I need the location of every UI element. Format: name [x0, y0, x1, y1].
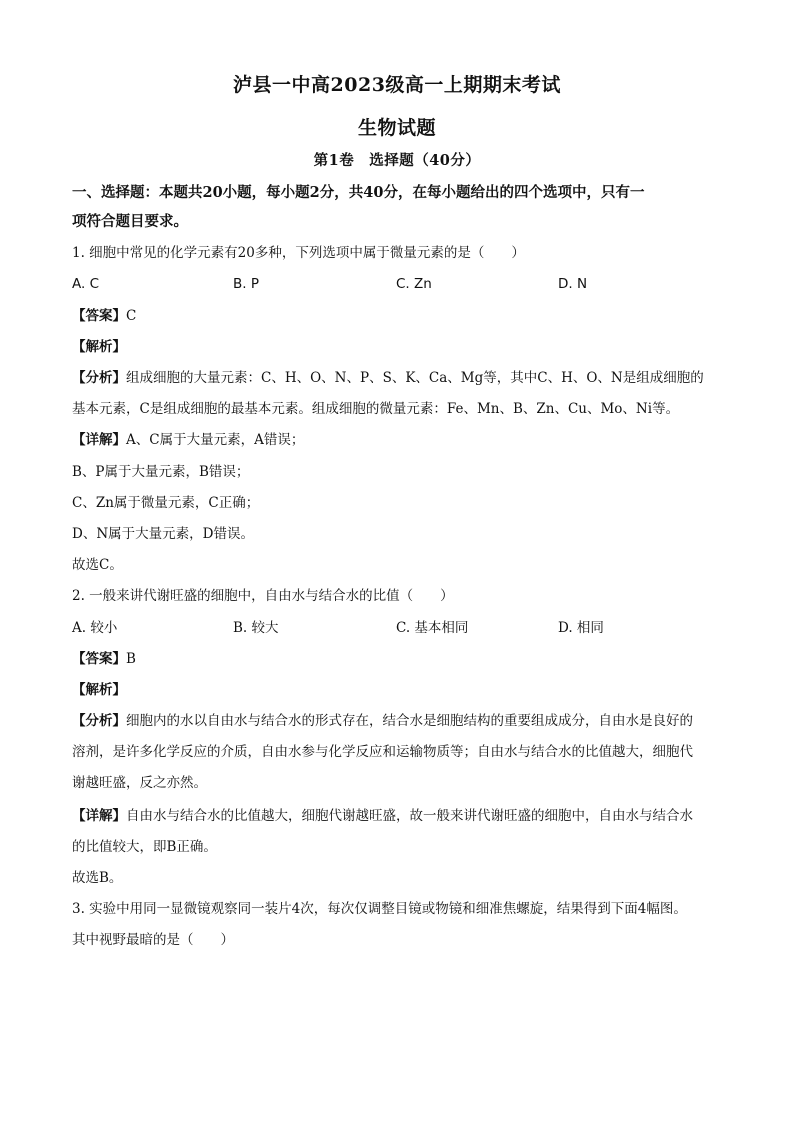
q2-answer: [72, 649, 136, 669]
exam-title: 泸县一中高2023级高一上期期末考试: [233, 74, 561, 96]
q1-option-a: A. C: [72, 276, 100, 292]
q3-stem-line-1: 3. 实验中用同一显微镜观察同一装片4次，每次仅调整目镜或物镜和细准焦螺旋，结果得到下面4幅图。: [72, 901, 687, 917]
q2-fenxi-line-3: 谢越旺盛，反之亦然。: [72, 775, 207, 791]
q1-xiangjie-line-2: B、P属于大量元素，B错误；: [72, 464, 250, 480]
q2-xiangjie-line-2: 的比值较大，即B正确。: [72, 839, 217, 855]
subject-title: 生物试题: [357, 117, 436, 139]
answer-tag: 【答案】: [72, 308, 126, 324]
q2-option-a: A. 较小: [72, 620, 118, 636]
q2-option-d: D. 相同: [558, 620, 604, 636]
q1-analysis-tag: 【解析】: [72, 339, 126, 355]
instructions-line-2: 项符合题目要求。: [72, 213, 188, 230]
q2-fenxi-line-1: [72, 711, 693, 731]
q2-analysis-tag: 【解析】: [72, 682, 126, 698]
q1-fenxi-line-2: 基本元素，C是组成细胞的最基本元素。组成细胞的微量元素：Fe、Mn、B、Zn、Cu、Mo、Ni等。: [72, 401, 680, 417]
q1-fenxi-line-1: [72, 368, 704, 388]
q2-option-b: B. 较大: [233, 620, 279, 636]
q2-fenxi-line-2: 溶剂，是许多化学反应的介质，自由水参与化学反应和运输物质等；自由水与结合水的比值越大，细胞代: [72, 744, 693, 760]
q1-xiangjie-line-1: [72, 430, 304, 450]
q1-xiangjie-line-4: D、N属于大量元素，D错误。: [72, 526, 254, 542]
q1-stem: 1. 细胞中常见的化学元素有20多种，下列选项中属于微量元素的是（ ）: [72, 245, 525, 261]
q1-option-b: B. P: [233, 276, 259, 292]
q1-conclusion: 故选C。: [72, 557, 123, 573]
q1-option-c: C. Zn: [396, 276, 432, 292]
answer-value: B: [126, 651, 136, 667]
fenxi-tag: 【分析】: [72, 370, 126, 386]
xiangjie-text: A、C属于大量元素，A错误；: [126, 432, 305, 448]
q2-xiangjie-line-1: [72, 806, 693, 826]
q1-answer: [72, 306, 136, 326]
xiangjie-text: 自由水与结合水的比值越大，细胞代谢越旺盛，故一般来讲代谢旺盛的细胞中，自由水与结合水: [126, 808, 693, 824]
section-title: 第1卷 选择题（40分）: [313, 152, 481, 169]
fenxi-tag: 【分析】: [72, 713, 126, 729]
fenxi-text: 组成细胞的大量元素：C、H、O、N、P、S、K、Ca、Mg等，其中C、H、O、N是组成细胞的: [126, 370, 704, 386]
q2-conclusion: 故选B。: [72, 870, 123, 886]
xiangjie-tag: 【详解】: [72, 808, 126, 824]
answer-value: C: [126, 308, 137, 324]
q3-stem-line-2: 其中视野最暗的是（ ）: [72, 932, 234, 948]
answer-tag: 【答案】: [72, 651, 126, 667]
xiangjie-tag: 【详解】: [72, 432, 126, 448]
instructions-line-1: 一、选择题：本题共20小题，每小题2分，共40分，在每小题给出的四个选项中，只有一: [72, 184, 645, 201]
fenxi-text: 细胞内的水以自由水与结合水的形式存在，结合水是细胞结构的重要组成成分，自由水是良好的: [126, 713, 693, 729]
q2-option-c: C. 基本相同: [396, 620, 469, 636]
q2-stem: 2. 一般来讲代谢旺盛的细胞中，自由水与结合水的比值（ ）: [72, 588, 454, 604]
q1-xiangjie-line-3: C、Zn属于微量元素，C正确；: [72, 495, 260, 511]
q1-option-d: D. N: [558, 276, 588, 292]
